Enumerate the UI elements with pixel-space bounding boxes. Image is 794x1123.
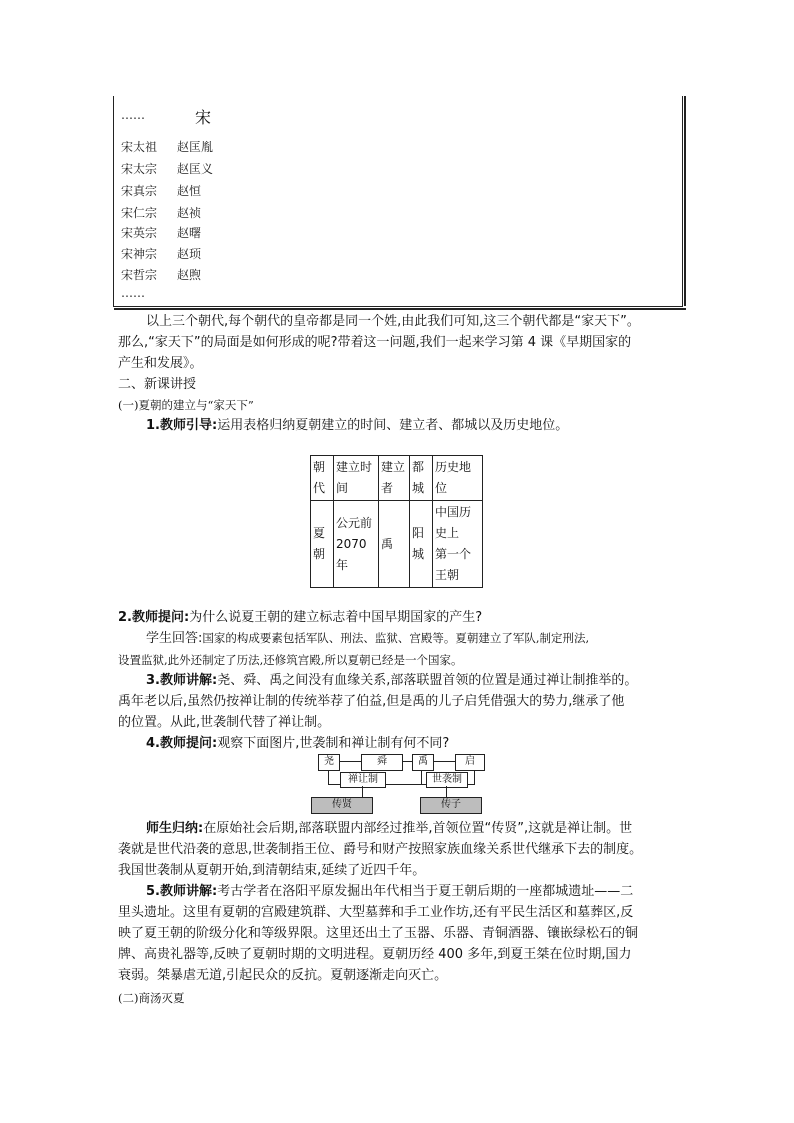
- item-text: 运用表格归纳夏朝建立的时间、建立者、都城以及历史地位。: [217, 418, 569, 433]
- bracket-line: [328, 770, 329, 784]
- emperor-name: 宋神宗: [121, 247, 158, 261]
- emperor-person: 赵煦: [177, 268, 202, 282]
- ellipsis-top: ……: [121, 108, 145, 122]
- summary-label: 师生归纳:: [146, 821, 204, 836]
- intro-line: 那么,“家天下”的局面是如何形成的呢?带着这一问题,我们一起来学习第 4 课《早期国家的: [118, 335, 632, 350]
- emperor-person: 赵恒: [177, 184, 202, 198]
- song-title: 宋: [195, 108, 212, 127]
- table-cell: 阳 城: [410, 501, 433, 588]
- connector-line: [402, 761, 412, 762]
- item-5-line: 牌、高贵礼器等,反映了夏朝时期的文明进程。夏朝历经 400 多年,到夏王桀在位时期,国力: [118, 947, 632, 962]
- emperor-person: 赵顼: [177, 247, 202, 261]
- emperor-name: 宋英宗: [121, 226, 158, 240]
- emperor-name: 宋哲宗: [121, 268, 158, 282]
- summary-line: 我国世袭制从夏朝开始,到清朝结束,延续了近四千年。: [118, 863, 426, 878]
- chuanxian-box: 传贤: [311, 797, 373, 814]
- summary-text: 在原始社会后期,部落联盟内部经过推举,首领位置“传贤”,这就是禅让制。世: [203, 821, 633, 836]
- summary-line: 袭就是世代沿袭的意思,世袭制指王位、爵号和财产按照家族血缘关系世代继承下去的制度。: [118, 842, 643, 857]
- item-text: 为什么说夏王朝的建立标志着中国早期国家的产生?: [189, 610, 483, 625]
- table-header: 历史地 位: [433, 456, 483, 501]
- item-label: 3.教师讲解:: [146, 673, 218, 688]
- item-label: 1.教师引导:: [146, 418, 218, 433]
- item-text: 观察下面图片,世袭制和禅让制有何不同?: [217, 736, 450, 751]
- item-4: [146, 733, 449, 754]
- emperor-name: 宋太祖: [121, 140, 158, 154]
- bracket-line: [474, 770, 475, 784]
- bracket-line: [421, 770, 422, 784]
- item-text: 考古学者在洛阳平原发掘出年代相当于夏王朝后期的一座都城遗址——二: [217, 884, 634, 899]
- answer-line: 设置监狱,此外还制定了历法,还修筑宫殿,所以夏朝已经是一个国家。: [118, 653, 463, 667]
- answer-text: 国家的构成要素包括军队、刑法、监狱、宫殿等。夏朝建立了军队,制定刑法,: [202, 631, 590, 645]
- item-3-line: 的位置。从此,世袭制代替了禅让制。: [118, 715, 331, 730]
- emperor-person: 赵匡义: [177, 162, 214, 176]
- emperor-name: 宋仁宗: [121, 206, 158, 220]
- table-cell: 中国历 史上 第一个 王朝: [433, 501, 483, 588]
- summary: [146, 818, 632, 839]
- emperor-person: 赵曙: [177, 226, 202, 240]
- answer-label: 学生回答:: [146, 631, 203, 646]
- item-label: 4.教师提问:: [146, 736, 218, 751]
- table-header: 建立时 间: [334, 456, 379, 501]
- section-heading: 二、新课讲授: [118, 377, 197, 392]
- item-label: 2.教师提问:: [118, 610, 190, 625]
- yao-box: 尧: [318, 754, 340, 771]
- qi-box: 启: [455, 754, 485, 771]
- item-5: [146, 881, 633, 902]
- xia-dynasty-table: [310, 455, 483, 588]
- table-header: 朝 代: [311, 456, 334, 501]
- table-cell: 夏 朝: [311, 501, 334, 588]
- emperor-name: 宋真宗: [121, 184, 158, 198]
- ellipsis-bottom: ……: [121, 286, 145, 300]
- item-5-line: 映了夏王朝的阶级分化和等级界限。这里还出土了玉器、乐器、青铜酒器、镶嵌绿松石的铜: [118, 926, 639, 941]
- intro-line: 产生和发展》。: [118, 356, 203, 371]
- answer-line: [146, 628, 589, 649]
- table-header: 建立 者: [379, 456, 410, 501]
- shun-box: 舜: [361, 754, 403, 771]
- chuanzi-box: 传子: [420, 797, 482, 814]
- emperor-person: 赵祯: [177, 206, 202, 220]
- item-3: [146, 670, 637, 691]
- arrow-line: [446, 786, 447, 797]
- table-header: 都 城: [410, 456, 433, 501]
- yu-box: 禹: [412, 754, 434, 771]
- subsection-heading: (二)商汤灭夏: [118, 991, 185, 1005]
- shanrang-label: 禅让制: [340, 772, 386, 788]
- item-5-line: 衰弱。桀暴虐无道,引起民众的反抗。夏朝逐渐走向灭亡。: [118, 968, 448, 983]
- connector-line: [433, 761, 455, 762]
- emperor-person: 赵匡胤: [177, 140, 214, 154]
- connector-line: [339, 761, 361, 762]
- subsection-heading: (一)夏朝的建立与“家天下”: [118, 398, 254, 412]
- table-cell: 公元前 2070 年: [334, 501, 379, 588]
- item-text: 尧、舜、禹之间没有血缘关系,部落联盟首领的位置是通过禅让制推举的。: [217, 673, 638, 688]
- intro-line: 以上三个朝代,每个朝代的皇帝都是同一个姓,由此我们可知,这三个朝代都是“家天下”。: [146, 314, 640, 329]
- item-3-line: 禹年老以后,虽然仍按禅让制的传统举荐了伯益,但是禹的儿子启凭借强大的势力,继承了他: [118, 694, 625, 709]
- emperor-name: 宋太宗: [121, 162, 158, 176]
- item-5-line: 里头遗址。这里有夏朝的宫殿建筑群、大型墓葬和手工业作坊,还有平民生活区和墓葬区,反: [118, 905, 634, 920]
- item-2: [118, 607, 482, 628]
- arrow-line: [362, 786, 363, 797]
- table-cell: 禹: [379, 501, 410, 588]
- item-label: 5.教师讲解:: [146, 884, 218, 899]
- item-1: [146, 415, 568, 436]
- shixi-label: 世袭制: [426, 772, 468, 788]
